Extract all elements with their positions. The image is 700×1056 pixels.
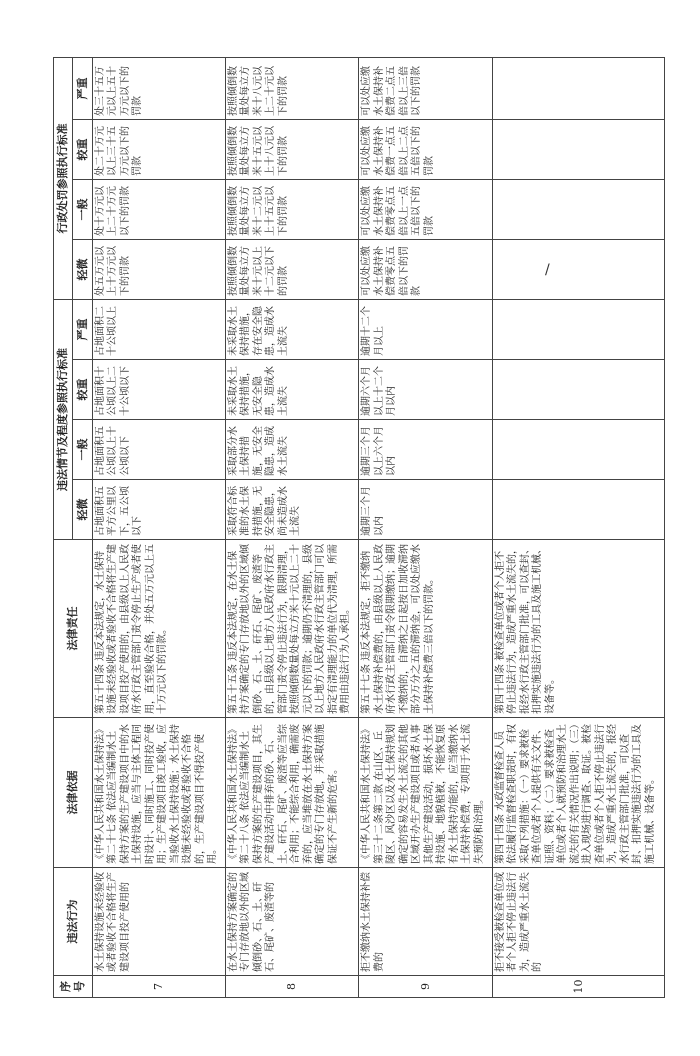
row-basis: 第四十四条 水政监督检查人员依法履行监督检查职责时，有权采取下列措施：（一）要求被检查单位或者个人提供有关文件、证照、资料；（二）要求被检查单位或者个人就预防和治理水土流失的有关情况作出说明；（三）进入现场进行调查、取证。被检查单位或者个人拒不停止违法行为，造成严重水土流失的，报经水行政主管部门批准，可以查封、扣押实施违法行为的工具及施工机械、设备等。 [492, 718, 664, 868]
row-severity-serious: 逾期六个月以上十二个月以内 [359, 360, 492, 420]
row-severity-minor: 采取符合标准的水土保持措施，无安全隐患，尚未造成水土流失 [225, 480, 358, 540]
row-severity-serious: 未采取水土保持措施，无安全隐患，造成水土流失 [225, 360, 358, 420]
header-severity-level: 严重 [73, 300, 92, 360]
table-row [359, 58, 492, 998]
pen-stroke-mark: / [545, 262, 550, 278]
row-penalty-general: 可以处应缴水土保持补偿费零点五倍以上一点五倍以下的罚款 [359, 180, 492, 240]
row-severity-severe: 逾期十二个月以上 [359, 300, 492, 360]
header-severity-level: 轻微 [73, 480, 92, 540]
header-severity-level: 较重 [73, 360, 92, 420]
row-severity-general: 逾期三个月以上六个月以内 [359, 420, 492, 480]
row-severity-severe [492, 300, 664, 360]
row-penalty-general [492, 180, 664, 240]
row-seq: 9 [359, 976, 492, 998]
row-penalty-serious [492, 120, 664, 180]
row-severity-serious [492, 360, 664, 420]
row-severity-severe: 占地面积二十公顷以上 [92, 300, 225, 360]
row-penalty-severe: 可以处应缴水土保持补偿费二点五倍以上三倍以下的罚款 [359, 58, 492, 120]
row-behavior: 水土保持设施未经验收或者验收不合格将生产建设项目投产使用的 [92, 868, 225, 976]
row-penalty-minor: 处五万元以上十万元以下的罚款 [92, 240, 225, 300]
penalty-standard-table [53, 57, 665, 998]
row-penalty-minor: 按照倾倒数量处每立方米十元以上十二元以下的罚款 [225, 240, 358, 300]
row-penalty-serious: 可以处应缴水土保持补偿费一点五倍以上二点五倍以下的罚款 [359, 120, 492, 180]
table-row [225, 58, 358, 998]
header-basis: 法律依据 [54, 718, 93, 868]
row-severity-severe: 未采取水土保持措施，存在安全隐患，造成水土流失 [225, 300, 358, 360]
row-penalty-minor [492, 240, 664, 300]
row-penalty-severe [492, 58, 664, 120]
row-behavior: 拒不缴纳水土保持补偿费的 [359, 868, 492, 976]
row-liability: 第五十五条 违反本法规定，在水土保持方案确定的专门存放地以外的区域倾倒砂、石、土、矸石、尾矿、废渣等的，由县级以上地方人民政府水行政主管部门责令停止违法行为，限期清理，按照倾倒数量处每立方米十元以上二十元以下的罚款；逾期仍不清理的，县级以上地方人民政府水行政主管部门可以指定有清理能力的单位代为清理，所需费用由违法行为人承担。 [225, 540, 358, 718]
header-penalty-level: 轻微 [73, 240, 92, 300]
row-liability: 第五十四条 违反本法规定，水土保持设施未经验收或者验收不合格将生产建设项目投产使用的，由县级以上人民政府水行政主管部门责令停止生产或者使用，直至验收合格，并处五万元以上五十万元以下的罚款。 [92, 540, 225, 718]
row-severity-general: 占地面积五公顷以上十公顷以下 [92, 420, 225, 480]
row-basis: 《中华人民共和国水土保持法》第二十七条 依法应当编制水土保持方案的生产建设项目中的水土保持设施，应当与主体工程同时设计、同时施工、同时投产使用；生产建设项目竣工验收，应当验收水土保持设施；水土保持设施未经验收或者验收不合格的，生产建设项目不得投产使用。 [92, 718, 225, 868]
header-row-1 [54, 58, 73, 998]
row-penalty-severe: 处三十五万元以上五十万元以下的罚款 [92, 58, 225, 120]
table-row [492, 58, 664, 998]
row-severity-general: 采取部分水土保持措施，无安全隐患，造成水土流失 [225, 420, 358, 480]
row-seq: 8 [225, 976, 358, 998]
header-severity-group: 违法情节及程度参照执行标准 [54, 300, 73, 540]
row-penalty-serious: 处二十万元以上三十五万元以下的罚款 [92, 120, 225, 180]
header-penalty-level: 一般 [73, 180, 92, 240]
header-penalty-group: 行政处罚参照执行标准 [54, 58, 73, 300]
row-behavior: 拒不接受被检查单位或者个人拒不停止违法行为，造成严重水土流失的 [492, 868, 664, 976]
header-liability: 法律责任 [54, 540, 93, 718]
row-severity-minor: 占地面积五平方公里以下，五公顷以下 [92, 480, 225, 540]
row-liability: 第五十七条 违反本法规定，拒不缴纳水土保持补偿费的，由县级以上人民政府水行政主管部门责令限期缴纳；逾期不缴纳的，自滞纳之日起按日加收滞纳部分万分之五的滞纳金，可以处应缴水土保持补偿费三倍以下的罚款。 [359, 540, 492, 718]
row-liability: 第四十四条 被检查单位或者个人拒不停止违法行为，造成严重水土流失的，报经水行政主管部门批准，可以查封、扣押实施违法行为的工具及施工机械、设备等。 [492, 540, 664, 718]
row-severity-general [492, 420, 664, 480]
row-basis: 《中华人民共和国水土保持法》第二十八条 依法应当编制水土保持方案的生产建设项目，其生产建设活动中排弃的砂、石、土、矸石、尾矿、废渣等应当综合利用；不能综合利用，确需废弃的，应当堆放在水土保持方案确定的专门存放地，并采取措施保证不产生新的危害。 [225, 718, 358, 868]
header-seq: 序号 [54, 976, 93, 998]
row-severity-minor: 逾期三个月以内 [359, 480, 492, 540]
row-penalty-minor: 可以处应缴水土保持补偿费零点五倍以下的罚款 [359, 240, 492, 300]
header-behavior: 违法行为 [54, 868, 93, 976]
row-penalty-general: 按照倾倒数量处每立方米十二元以上十五元以下的罚款 [225, 180, 358, 240]
header-severity-level: 一般 [73, 420, 92, 480]
row-penalty-general: 处十万元以上二十万元以下的罚款 [92, 180, 225, 240]
row-seq: 7 [92, 976, 225, 998]
header-penalty-level: 较重 [73, 120, 92, 180]
header-penalty-level: 严重 [73, 58, 92, 120]
row-penalty-serious: 按照倾倒数量处每立方米十五元以上十八元以下的罚款 [225, 120, 358, 180]
row-seq: 10 [492, 976, 664, 998]
row-behavior: 在水土保持方案确定的专门存放地以外的区域倾倒砂、石、土、矸石、尾矿、废渣等的 [225, 868, 358, 976]
table-row [92, 58, 225, 998]
row-basis: 《中华人民共和国水土保持法》第三十二条第二款 在山区、丘陵区、风沙区以及水土保持规划确定的容易发生水土流失的其他区域开办生产建设项目或者从事其他生产建设活动，损坏水土保持设施、地貌植被，不能恢复原有水土保持功能的，应当缴纳水土保持补偿费，专项用于水土流失预防和治理。 [359, 718, 492, 868]
row-severity-serious: 占地面积十公顷以上二十公顷以下 [92, 360, 225, 420]
rotated-document [25, 28, 675, 1028]
row-penalty-severe: 按照倾倒数量处每立方米十八元以上二十元以下的罚款 [225, 58, 358, 120]
row-severity-minor [492, 480, 664, 540]
